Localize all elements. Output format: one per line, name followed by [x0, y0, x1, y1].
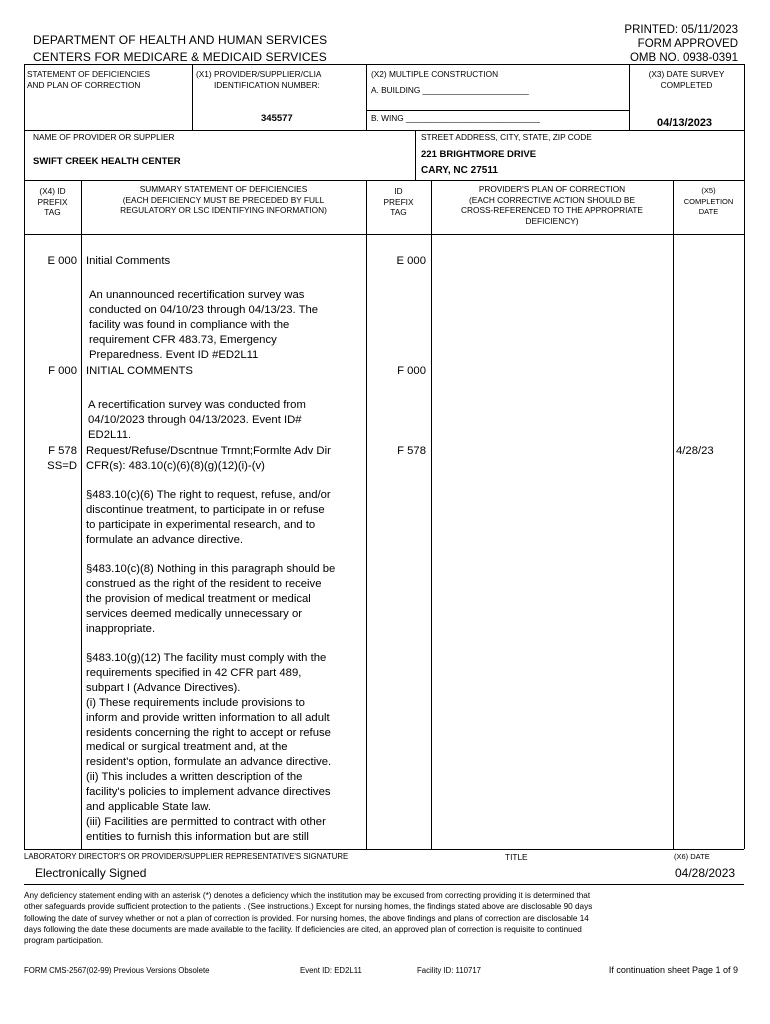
- summary-header: SUMMARY STATEMENT OF DEFICIENCIES (EACH DEFICIENCY MUST BE PRECEDED BY FULL REGULATORY OR LSC IDENTIFYING INFORMATION): [120, 184, 327, 215]
- address-line-1: 221 BRIGHTMORE DRIVE: [421, 149, 537, 160]
- id-tag-e000: E 000: [396, 255, 426, 267]
- footer-facility-id: Facility ID: 110717: [417, 966, 481, 975]
- address-line-2: CARY, NC 27511: [421, 165, 498, 176]
- x1-label: (X1) PROVIDER/SUPPLIER/CLIA IDENTIFICATION NUMBER:: [196, 69, 322, 90]
- x6-date-label: (X6) DATE: [674, 852, 710, 861]
- provider-value: SWIFT CREEK HEALTH CENTER: [33, 156, 181, 167]
- paragraph-483-10-c-8: §483.10(c)(8) Nothing in this paragraph should be construed as the right of the resident to receive the provision of medical treatment or medical services deemed medically unnecessary or inappropriate.: [86, 563, 336, 635]
- omb-number: OMB NO. 0938-0391: [629, 52, 738, 64]
- form-approval-block: [624, 23, 738, 65]
- form-approved: FORM APPROVED: [637, 38, 738, 50]
- signature-label: LABORATORY DIRECTOR'S OR PROVIDER/SUPPLIER REPRESENTATIVE'S SIGNATURE: [24, 852, 349, 861]
- title-label: TITLE: [505, 852, 528, 862]
- statement-label: STATEMENT OF DEFICIENCIES AND PLAN OF CORRECTION: [27, 69, 151, 90]
- divider-building-wing: [366, 110, 629, 111]
- x3-label: (X3) DATE SURVEY COMPLETED: [648, 69, 725, 90]
- e000-text: An unannounced recertification survey was conducted on 04/10/23 through 04/13/23. The facility was found in compliance with the requirement CFR 483.73, Emergency Preparedness. Event ID #ED2L11: [89, 289, 319, 361]
- completion-date-f578: 4/28/23: [676, 445, 714, 457]
- x3-value: 04/13/2023: [657, 117, 713, 129]
- footer-page-number: If continuation sheet Page 1 of 9: [608, 965, 738, 975]
- divider-x2: [366, 64, 367, 130]
- id-header: ID PREFIX TAG: [383, 186, 414, 217]
- x1-value: 345577: [261, 113, 293, 124]
- prefix-tag-e000: E 000: [47, 255, 77, 267]
- id-tag-f578: F 578: [397, 445, 426, 457]
- building-field: A. BUILDING _______________________: [371, 85, 529, 95]
- x6-date-value: 04/28/2023: [675, 866, 736, 880]
- severity-scope: SS=D: [47, 459, 77, 472]
- address-label: STREET ADDRESS, CITY, STATE, ZIP CODE: [421, 132, 592, 142]
- divider-table-bottom: [24, 849, 744, 850]
- id-tag-f000: F 000: [397, 365, 426, 377]
- agency-line-1: DEPARTMENT OF HEALTH AND HUMAN SERVICES: [33, 33, 328, 47]
- footer-event-id: Event ID: ED2L11: [300, 966, 362, 975]
- col-line-1: [81, 180, 82, 849]
- x4-header: (X4) ID PREFIX TAG: [37, 186, 68, 217]
- plan-header: PROVIDER'S PLAN OF CORRECTION (EACH CORRECTIVE ACTION SHOULD BE CROSS-REFERENCED TO THE APPROPRIATE DEFICIENCY): [461, 184, 643, 226]
- x5-header: (X5) COMPLETION DATE: [683, 186, 734, 216]
- prefix-tag-f578: F 578 SS=D: [24, 444, 77, 474]
- f000-text: A recertification survey was conducted from 04/10/2023 through 04/13/2023. Event ID# ED2L11.: [88, 399, 306, 441]
- col-line-2: [366, 180, 367, 849]
- disclaimer: Any deficiency statement ending with an asterisk (*) denotes a deficiency which the institution may be excused from correcting providing it is determined that other safeguards provide sufficient protection to the patients . (See instructions.) Except for nursing homes, the findings stated above are disclosable 90 days following the date of survey whether or not a plan of correction is provided. For nursing homes, the above findings and plans of correction are disclosable 14 days following the date these documents are made available to the facility. If deficiencies are cited, an approved plan of correction is requisite to continued program participation.: [24, 891, 593, 946]
- divider-x1: [192, 64, 193, 130]
- wing-field: B. WING _____________________________: [371, 113, 540, 123]
- divider-address: [415, 130, 416, 180]
- frame-right: [744, 64, 745, 849]
- frame-top: [24, 64, 744, 65]
- f000-title: INITIAL COMMENTS: [86, 365, 193, 377]
- divider-col-header: [24, 234, 744, 235]
- x2-label: (X2) MULTIPLE CONSTRUCTION: [371, 69, 499, 79]
- paragraph-483-10-g-12: §483.10(g)(12) The facility must comply with the requirements specified in 42 CFR part 489, subpart I (Advance Directives). (i) These requirements include provisions to inform and provide written information to all adult residents concerning the right to accept or refuse medical or surgical treatment and, at the resident's option, formulate an advance directive. (ii) This includes a written description of the facility's policies to implement advance directives and applicable State law. (iii) Facilities are permitted to contract with other entities to furnish this information but are still: [86, 652, 332, 843]
- agency-name: [33, 33, 327, 65]
- footer-form-id: FORM CMS-2567(02-99) Previous Versions Obsolete: [24, 966, 210, 975]
- e000-title: Initial Comments: [86, 255, 171, 267]
- printed-date: PRINTED: 05/11/2023: [624, 24, 738, 36]
- f578-title: Request/Refuse/Dscntnue Trmnt;Formlte Adv Dir CFR(s): 483.10(c)(6)(8)(g)(12)(i)-(v): [86, 445, 331, 472]
- divider-row2: [24, 180, 744, 181]
- signature-value: Electronically Signed: [35, 866, 147, 880]
- col-line-3: [431, 180, 432, 849]
- signature-bottom-rule: [24, 884, 744, 885]
- agency-line-2: CENTERS FOR MEDICARE & MEDICAID SERVICES: [33, 50, 327, 64]
- paragraph-483-10-c-6: §483.10(c)(6) The right to request, refuse, and/or discontinue treatment, to participate in or refuse to participate in experimental research, and to formulate an advance directive.: [86, 489, 331, 546]
- provider-label: NAME OF PROVIDER OR SUPPLIER: [33, 132, 175, 142]
- col-line-4: [673, 180, 674, 849]
- prefix-tag-f000: F 000: [48, 365, 77, 377]
- divider-row1: [24, 130, 744, 131]
